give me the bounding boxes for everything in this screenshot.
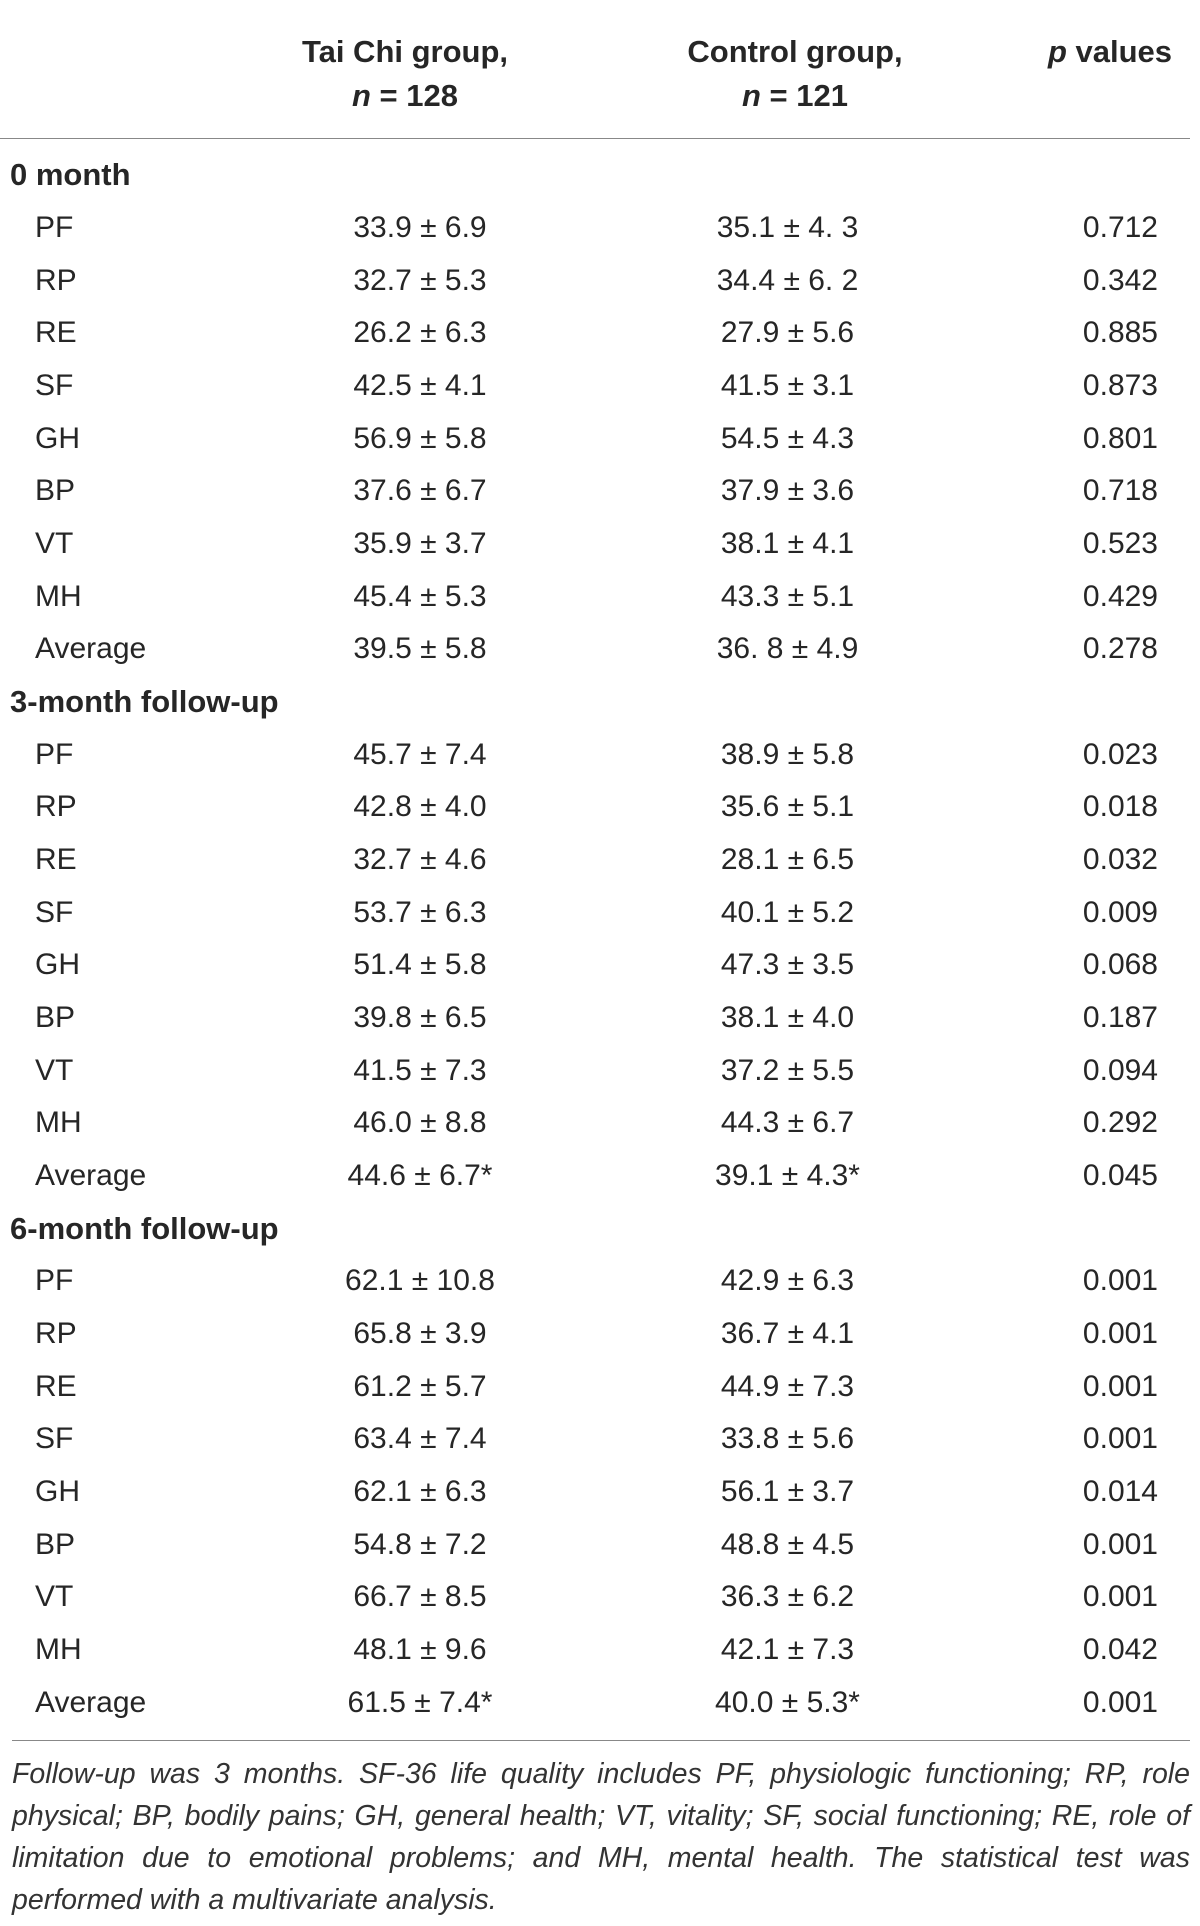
row-label: SF [35,895,74,929]
p-value: 0.187 [1082,1000,1158,1034]
table-row [0,623,1190,676]
row-label: RE [35,316,77,350]
tai-chi-value: 32.7 ± 4.6 [353,842,487,876]
tai-chi-value: 48.1 ± 9.6 [353,1633,487,1667]
table-row [0,412,1190,465]
row-label: GH [35,948,80,982]
tai-chi-value: 44.6 ± 6.7* [347,1159,493,1193]
p-value: 0.018 [1082,790,1158,824]
table-row [0,1518,1190,1571]
row-label: VT [35,1580,74,1614]
header-tai-chi-n [250,74,560,139]
p-value: 0.001 [1082,1369,1158,1403]
tai-chi-value: 37.6 ± 6.7 [353,474,487,508]
p-value: 0.001 [1082,1422,1158,1456]
tai-chi-value: 54.8 ± 7.2 [353,1527,487,1561]
tai-chi-value: 42.5 ± 4.1 [353,368,487,402]
row-label: PF [35,1264,74,1298]
row-label: PF [35,737,74,771]
table-row [0,886,1190,939]
p-value: 0.718 [1082,474,1158,508]
control-value: 43.3 ± 5.1 [720,579,855,613]
tai-chi-value: 62.1 ± 6.3 [353,1474,487,1508]
row-label: Average [35,1159,147,1193]
row-label: Average [35,1685,147,1719]
p-value: 0.068 [1082,948,1158,982]
table-row [0,307,1190,360]
p-value: 0.873 [1082,368,1158,402]
table-row [0,1466,1190,1519]
section-heading-row [0,139,1190,202]
table-row [0,992,1190,1045]
control-value: 42.1 ± 7.3 [720,1633,855,1667]
p-value: 0.292 [1082,1106,1158,1140]
table-row [0,1097,1190,1150]
table-row [0,465,1190,518]
control-value: 54.5 ± 4.3 [720,421,855,455]
control-value: 40.0 ± 5.3* [715,1685,860,1719]
section-heading-row [0,1202,1190,1255]
table-row [0,1360,1190,1413]
p-value: 0.023 [1082,737,1158,771]
table-row [0,728,1190,781]
control-value: 38.9 ± 5.8 [720,737,855,771]
table-row [0,518,1190,571]
p-value: 0.001 [1082,1316,1158,1350]
table-row [0,570,1190,623]
row-label: MH [35,1106,82,1140]
p-value: 0.045 [1082,1159,1158,1193]
p-value: 0.342 [1082,263,1158,297]
table-row [0,1308,1190,1361]
header-empty-3 [1030,74,1190,139]
control-value: 44.9 ± 7.3 [720,1369,855,1403]
tai-chi-value: 45.4 ± 5.3 [353,579,487,613]
tai-chi-value: 46.0 ± 8.8 [353,1106,487,1140]
table-body [0,139,1190,1730]
tai-chi-value: 63.4 ± 7.4 [353,1422,487,1456]
row-label: SF [35,1422,74,1456]
p-value: 0.014 [1082,1474,1158,1508]
header-tai-chi-group: Tai Chi group, [301,34,509,69]
control-value: 36.3 ± 6.2 [720,1580,855,1614]
p-value: 0.001 [1082,1264,1158,1298]
p-value: 0.001 [1082,1580,1158,1614]
p-value: 0.094 [1082,1053,1158,1087]
p-value: 0.278 [1082,632,1158,666]
header-row-1 [0,0,1190,74]
table-row [0,1044,1190,1097]
p-value: 0.001 [1082,1685,1158,1719]
tai-chi-value: 45.7 ± 7.4 [353,737,487,771]
p-value: 0.801 [1082,421,1158,455]
p-value: 0.885 [1082,316,1158,350]
header-row-2 [0,74,1190,139]
section-heading-row [0,676,1190,729]
table-header [0,0,1190,139]
control-value: 44.3 ± 6.7 [720,1106,855,1140]
row-label: GH [35,421,80,455]
tai-chi-value: 61.5 ± 7.4* [347,1685,493,1719]
tai-chi-value: 41.5 ± 7.3 [353,1053,487,1087]
table-row [0,1150,1190,1203]
row-label: RP [35,790,77,824]
row-label: MH [35,579,82,613]
header-p-values [1030,0,1190,74]
table-row [0,202,1190,255]
table-row [0,360,1190,413]
row-label: BP [35,1000,76,1034]
tai-chi-value: 62.1 ± 10.8 [345,1264,495,1298]
control-value: 35.1 ± 4. 3 [716,210,859,244]
row-label: PF [35,210,74,244]
row-label: Average [35,632,147,666]
tai-chi-value: 35.9 ± 3.7 [353,526,487,560]
p-value: 0.042 [1082,1633,1158,1667]
header-p-rest: values [1066,34,1173,69]
header-tai-chi-n-italic: n [352,78,371,113]
row-label: GH [35,1474,80,1508]
table-row [0,254,1190,307]
header-p-italic: p [1047,34,1067,69]
control-value: 36. 8 ± 4.9 [716,632,859,666]
p-value: 0.009 [1082,895,1158,929]
table-row [0,939,1190,992]
row-label: RP [35,263,77,297]
tai-chi-value: 42.8 ± 4.0 [353,790,487,824]
section-title: 3-month follow-up [10,683,279,719]
row-label: MH [35,1633,82,1667]
control-value: 56.1 ± 3.7 [720,1474,855,1508]
control-value: 28.1 ± 6.5 [720,842,855,876]
tai-chi-value: 56.9 ± 5.8 [353,421,487,455]
p-value: 0.032 [1082,842,1158,876]
section-title: 0 month [10,157,131,193]
control-value: 40.1 ± 5.2 [720,895,855,929]
header-control-n [560,74,1030,139]
p-value: 0.523 [1082,526,1158,560]
tai-chi-value: 39.5 ± 5.8 [353,632,487,666]
header-empty-2 [0,74,250,139]
tai-chi-value: 26.2 ± 6.3 [353,316,487,350]
control-value: 39.1 ± 4.3* [715,1159,860,1193]
tai-chi-value: 33.9 ± 6.9 [353,210,487,244]
row-label: VT [35,526,74,560]
tai-chi-value: 53.7 ± 6.3 [353,895,487,929]
p-value: 0.001 [1082,1527,1158,1561]
tai-chi-value: 51.4 ± 5.8 [353,948,487,982]
tai-chi-value: 61.2 ± 5.7 [353,1369,487,1403]
header-control-group: Control group, [687,34,903,69]
control-value: 37.9 ± 3.6 [720,474,855,508]
table-row [0,1255,1190,1308]
header-tai-chi-n-value: = 128 [370,78,458,113]
row-label: SF [35,368,74,402]
table-row [0,1624,1190,1677]
tai-chi-value: 65.8 ± 3.9 [353,1316,487,1350]
row-label: RP [35,1316,77,1350]
control-value: 37.2 ± 5.5 [720,1053,855,1087]
row-label: VT [35,1053,74,1087]
control-value: 33.8 ± 5.6 [720,1422,855,1456]
header-control-n-italic: n [742,78,761,113]
table-row [0,1571,1190,1624]
p-value: 0.429 [1082,579,1158,613]
tai-chi-value: 66.7 ± 8.5 [353,1580,487,1614]
control-value: 38.1 ± 4.0 [720,1000,855,1034]
header-control-n-value: = 121 [760,78,848,113]
control-value: 47.3 ± 3.5 [720,948,855,982]
section-title: 6-month follow-up [10,1210,279,1246]
table-row [0,1413,1190,1466]
row-label: RE [35,1369,77,1403]
table-row [0,834,1190,887]
control-value: 35.6 ± 5.1 [720,790,855,824]
row-label: RE [35,842,77,876]
table-footnote: Follow-up was 3 months. SF-36 life quality includes PF, physiologic functioning; RP, role physical; BP, bodily pains; GH, general health; VT, vitality; SF, social functioning; RE, role of limitation due to emotional problems; and MH, mental health. The statistical test was performed with a multivariate analysis. [12,1740,1190,1921]
control-value: 48.8 ± 4.5 [720,1527,855,1561]
control-value: 41.5 ± 3.1 [720,368,855,402]
control-value: 27.9 ± 5.6 [720,316,855,350]
p-value: 0.712 [1082,210,1158,244]
control-value: 34.4 ± 6. 2 [716,263,859,297]
tai-chi-value: 39.8 ± 6.5 [353,1000,487,1034]
control-value: 38.1 ± 4.1 [720,526,855,560]
header-empty [0,0,250,74]
tai-chi-value: 32.7 ± 5.3 [353,263,487,297]
table-row [0,781,1190,834]
control-value: 42.9 ± 6.3 [720,1264,855,1298]
row-label: BP [35,474,76,508]
table-row [0,1676,1190,1729]
row-label: BP [35,1527,76,1561]
control-value: 36.7 ± 4.1 [720,1316,855,1350]
